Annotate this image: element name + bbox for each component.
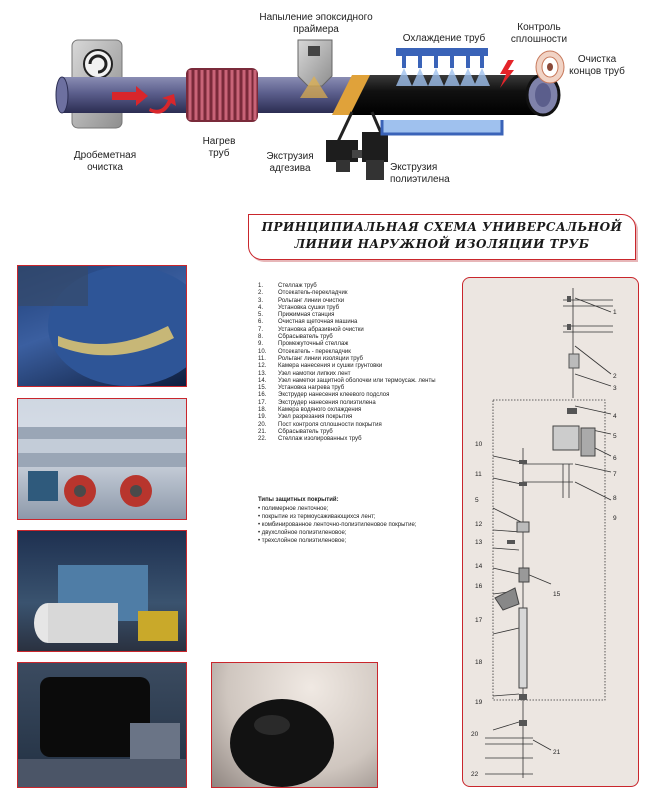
list-item: 20. Пост контроля сплошности покрытия [258,421,382,428]
scheme-num-19: 19 [475,699,483,706]
scheme-num-5: 5 [613,433,617,440]
list-item: 17. Экструдер нанесения полиэтилена [258,399,376,406]
list-item: 5. Прижимная станция [258,312,335,319]
list-item: 18. Камера водяного охлаждения [258,407,362,414]
scheme-num-17: 17 [475,617,483,624]
coating-type-item: • полимерное ленточное; [258,505,416,513]
scheme-num-22: 22 [471,771,479,778]
label-end-clean: Очистка концов труб [569,54,625,77]
list-item: 15. Установка нагрева труб [258,385,345,392]
list-item: 19. Узел разрезания покрытия [258,414,353,421]
coating-type-item: • покрытие из термоусаживающихся лент; [258,513,416,521]
coating-type-item: • двухслойное полиэтиленовое; [258,529,416,537]
page-title: ПРИНЦИПИАЛЬНАЯ СХЕМА УНИВЕРСАЛЬНОЙ ЛИНИИ НАРУЖНОЙ ИЗОЛЯЦИИ ТРУБ [261,220,623,251]
scheme-num-18: 18 [475,659,483,666]
scheme-num-9: 9 [613,515,617,522]
photo-pipe-end [211,662,378,788]
list-item: 21. Сбрасыватель труб [258,428,333,435]
list-item: 1. Стеллаж труб [258,283,317,289]
photo-drawing-4 [18,663,186,787]
list-item: 13. Узел намотки липких лент [258,370,351,377]
photo-pipe-tape-wrap [17,265,187,387]
equipment-list [258,283,443,444]
label-shot-blast: Дробеметная очистка [73,150,137,173]
list-item: 7. Установка абразивной очистки [258,326,364,333]
scheme-num-10: 10 [475,441,483,448]
list-item: 12. Камера нанесения и сушки грунтовки [258,363,383,370]
label-polyethylene: Экструзия полиэтилена [390,162,450,185]
scheme-num-13: 13 [475,539,483,546]
label-adhesive: Экструзия адгезива [266,151,314,174]
polyethylene-extruder [362,132,388,162]
scheme-num-12: 12 [475,521,483,528]
photo-pipe-rollers [17,398,187,520]
list-item: 9. Промежуточный стеллаж [258,341,349,348]
list-item: 10. Отсекатель - перекладчик [258,348,351,355]
scheme-num-3: 3 [613,385,617,392]
coating-type-item: • комбинированное ленточно-полиэтиленовое покрытие; [258,521,416,529]
coating-type-item: • трехслойное полиэтиленовое; [258,537,416,545]
photo-black-coated-pipe [17,662,187,788]
scheme-num-15: 15 [553,591,561,598]
scheme-num-21: 21 [553,749,561,756]
coating-types-heading: Типы защитных покрытий: [258,497,339,503]
photo-production-hall [17,530,187,652]
scheme-drawing [463,278,638,786]
scheme-num-6: 6 [613,455,617,462]
scheme-num-16: 16 [475,583,483,590]
line-layout-scheme [462,277,639,787]
heating-coil [186,68,258,122]
list-item: 2. Отсекатель-перекладчик [258,290,348,297]
label-cooling: Охлаждение труб [402,33,486,44]
list-item: 8. Сбрасыватель труб [258,334,333,341]
scheme-num-20: 20 [471,731,479,738]
photo-drawing-3 [18,531,186,651]
photo-drawing [18,266,186,386]
coating-types-list [258,505,416,545]
photo-drawing-2 [18,399,186,519]
scheme-num-4: 4 [613,413,617,420]
scheme-num-14: 14 [475,563,483,570]
scheme-num-5b: 5 [475,497,479,504]
end-clean-brush [536,51,564,83]
label-continuity: Контроль сплошности [510,22,568,45]
list-item: 11. Рольганг линии изоляции труб [258,355,363,362]
list-item: 22. Стеллаж изолированных труб [258,436,362,443]
scheme-num-8: 8 [613,495,617,502]
list-item: 4. Установка сушки труб [258,304,340,311]
scheme-num-2: 2 [613,373,617,380]
scheme-num-7: 7 [613,471,617,478]
list-item: 3. Рольганг линии очистки [258,297,345,304]
photo-drawing-5 [212,663,377,787]
label-epoxy: Напыление эпоксидного праймера [259,12,373,35]
label-heating: Нагрев труб [202,136,236,159]
list-item: 6. Очистная щеточная машина [258,319,358,326]
list-item: 16. Экструдер нанесения клеевого подслоя [258,392,390,399]
list-item: 14. Узел наметки защитной оболочки или термоусаж. ленты [258,377,436,384]
title-box [248,214,636,260]
scheme-num-1: 1 [613,309,617,316]
scheme-num-11: 11 [475,471,482,478]
